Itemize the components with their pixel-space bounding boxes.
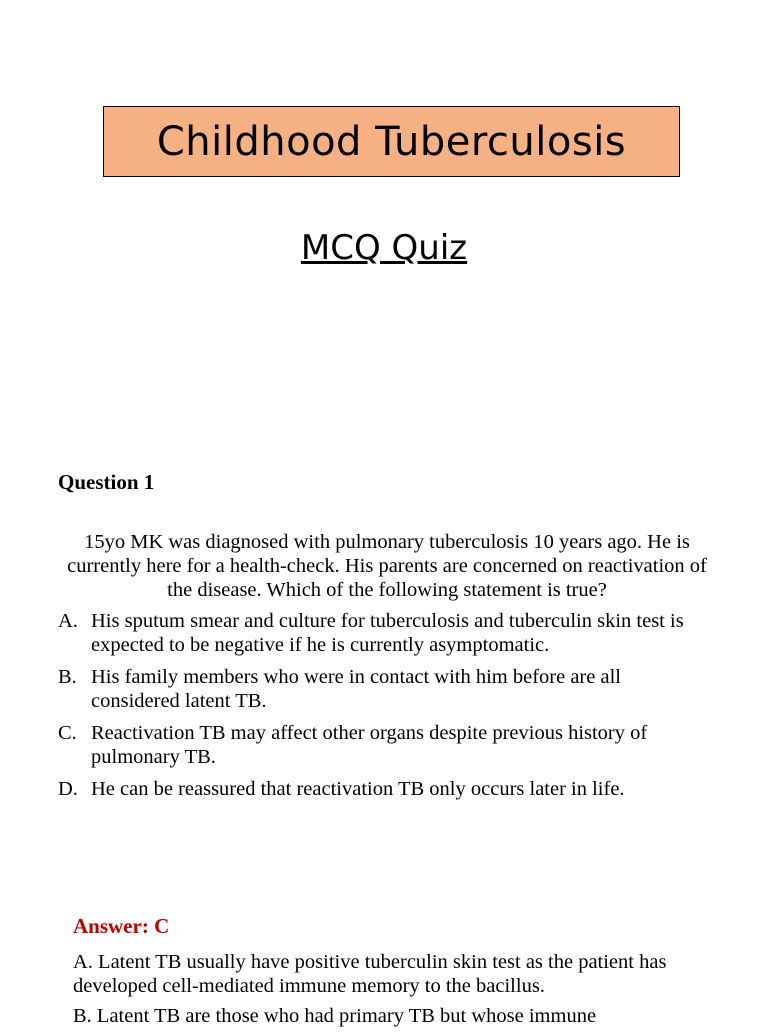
explanation-b: B. Latent TB are those who had primary TB but whose immune [73,1005,597,1027]
option-letter: C. [58,722,77,744]
answer-explanation [73,950,713,1034]
question-stem: 15yo MK was diagnosed with pulmonary tuberculosis 10 years ago. He is currently here for a health-check. His parents are concerned on reactivation of the disease. Which of the following statement is true? [67,531,707,601]
option-text: Reactivation TB may affect other organs despite previous history of pulmonary TB. [91,722,648,768]
option-letter: B. [58,666,77,688]
explanation-a: A. Latent TB usually have positive tuberculin skin test as the patient has developed cell-mediated immune memory to the bacillus. [73,951,667,997]
options-list [58,609,710,809]
option-text: His family members who were in contact with him before are all considered latent TB. [91,666,621,712]
option-b [58,665,710,713]
page-title: Childhood Tuberculosis [156,118,627,165]
question-heading: Question 1 [58,470,155,494]
option-a [58,609,710,657]
option-text: He can be reassured that reactivation TB only occurs later in life. [91,778,625,800]
page-subtitle: MCQ Quiz [300,228,468,268]
option-d [58,777,710,801]
answer-label: Answer: C [73,914,170,938]
option-text: His sputum smear and culture for tuberculosis and tuberculin skin test is expected to be negative if he is currently asymptomatic. [91,610,684,656]
option-letter: D. [58,778,78,800]
title-box [103,106,680,177]
option-c [58,721,710,769]
option-letter: A. [58,610,78,632]
